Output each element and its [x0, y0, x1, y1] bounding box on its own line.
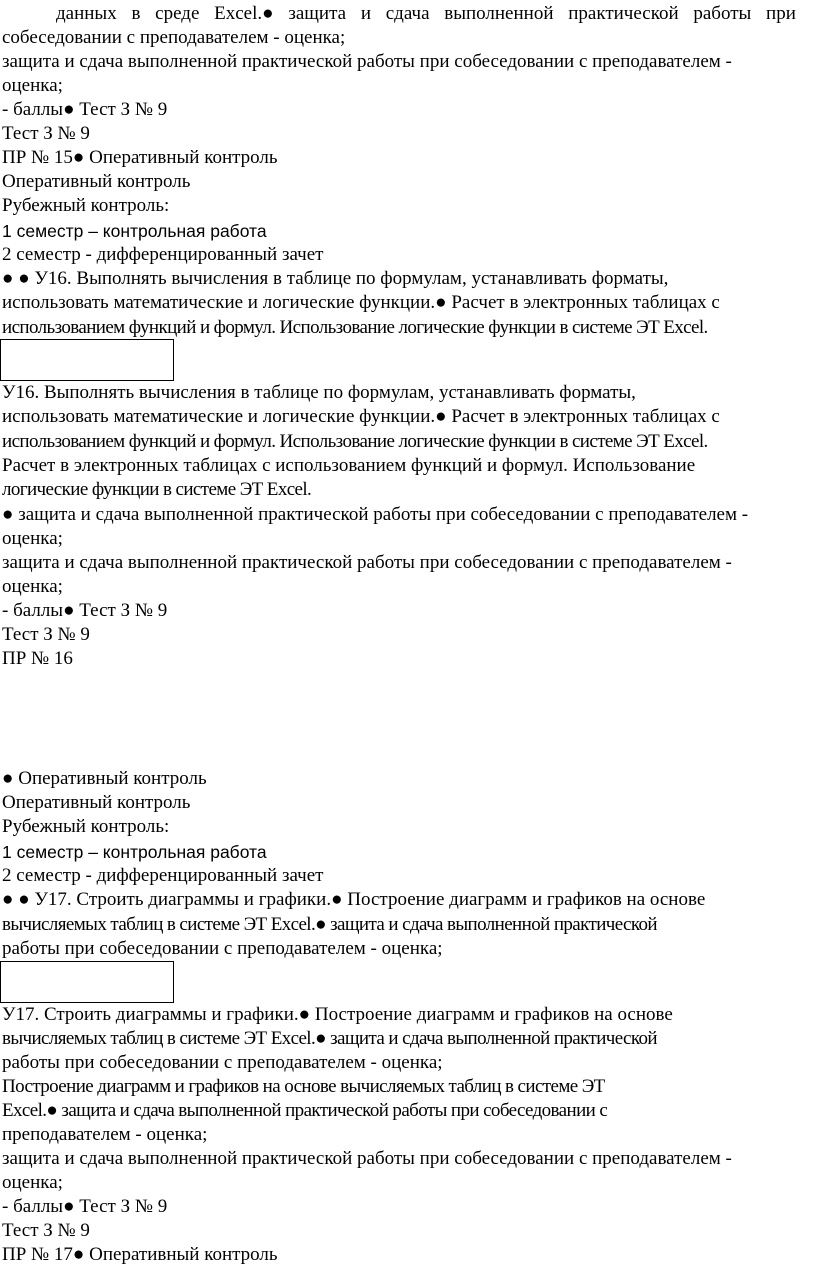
text-line: Построение диаграмм и графиков на основе вычисляемых таблиц в системе ЭТ	[2, 1076, 605, 1097]
text-line: Рубежный контроль:	[2, 816, 170, 837]
text-line: данных в среде Excel.● защита и сдача выполненной практической работы при	[56, 3, 796, 24]
text-line: ● ● У17. Строить диаграммы и графики.● Построение диаграмм и графиков на основе	[2, 889, 706, 910]
text-line: использованием функций и формул. Использование логические функции в системе ЭТ Excel.	[2, 431, 708, 452]
text-line: Оперативный контроль	[2, 171, 191, 192]
text-line: ПР № 16	[2, 648, 73, 669]
text-line: оценка;	[2, 1172, 63, 1193]
text-line: Excel.● защита и сдача выполненной практической работы при собеседовании с	[2, 1100, 608, 1121]
text-line: У16. Выполнять вычисления в таблице по формулам, устанавливать форматы,	[2, 382, 636, 403]
text-line: Рубежный контроль:	[2, 195, 170, 216]
text-line: У17. Строить диаграммы и графики.● Построение диаграмм и графиков на основе	[2, 1004, 673, 1025]
text-line: Оперативный контроль	[2, 792, 191, 813]
text-line: - баллы● Тест З № 9	[2, 600, 168, 621]
text-line: ПР № 15● Оперативный контроль	[2, 147, 278, 168]
text-line: 1 семестр – контрольная работа	[2, 221, 267, 241]
text-line: собеседовании с преподавателем - оценка;	[2, 27, 346, 48]
text-line: защита и сдача выполненной практической работы при собеседовании с преподавателем -	[2, 51, 732, 72]
text-line: ● Оперативный контроль	[2, 768, 207, 789]
text-line: - баллы● Тест З № 9	[2, 1196, 168, 1217]
text-line: использовать математические и логические функции.● Расчет в электронных таблицах с	[2, 406, 720, 427]
text-line: вычисляемых таблиц в системе ЭТ Excel.● защита и сдача выполненной практической	[2, 914, 657, 935]
text-line: ПР № 17● Оперативный контроль	[2, 1244, 278, 1265]
text-line: оценка;	[2, 576, 63, 597]
text-line: 2 семестр - дифференцированный зачет	[2, 244, 324, 265]
text-line: использованием функций и формул. Использование логические функции в системе ЭТ Excel.	[2, 317, 708, 338]
empty-cell-box	[0, 961, 174, 1003]
text-line: защита и сдача выполненной практической работы при собеседовании с преподавателем -	[2, 1148, 732, 1169]
text-line: 2 семестр - дифференцированный зачет	[2, 865, 324, 886]
text-line: ● ● У16. Выполнять вычисления в таблице по формулам, устанавливать форматы,	[2, 268, 669, 289]
text-line: ● защита и сдача выполненной практической работы при собеседовании с преподавателем -	[2, 504, 749, 525]
text-line: Тест З № 9	[2, 1220, 90, 1241]
text-line: работы при собеседовании с преподавателем - оценка;	[2, 1052, 443, 1073]
text-line: логические функции в системе ЭТ Excel.	[2, 479, 312, 500]
text-line: 1 семестр – контрольная работа	[2, 842, 267, 862]
text-line: Тест З № 9	[2, 123, 90, 144]
text-line: Тест З № 9	[2, 624, 90, 645]
text-line: оценка;	[2, 528, 63, 549]
text-line: вычисляемых таблиц в системе ЭТ Excel.● защита и сдача выполненной практической	[2, 1028, 657, 1049]
text-line: работы при собеседовании с преподавателем - оценка;	[2, 938, 443, 959]
text-line: использовать математические и логические функции.● Расчет в электронных таблицах с	[2, 292, 720, 313]
text-line: преподавателем - оценка;	[2, 1124, 208, 1145]
text-line: оценка;	[2, 75, 63, 96]
text-line: Расчет в электронных таблицах с использованием функций и формул. Использование	[2, 455, 696, 476]
empty-cell-box	[0, 339, 174, 381]
text-line: защита и сдача выполненной практической работы при собеседовании с преподавателем -	[2, 552, 732, 573]
text-line: - баллы● Тест З № 9	[2, 99, 168, 120]
